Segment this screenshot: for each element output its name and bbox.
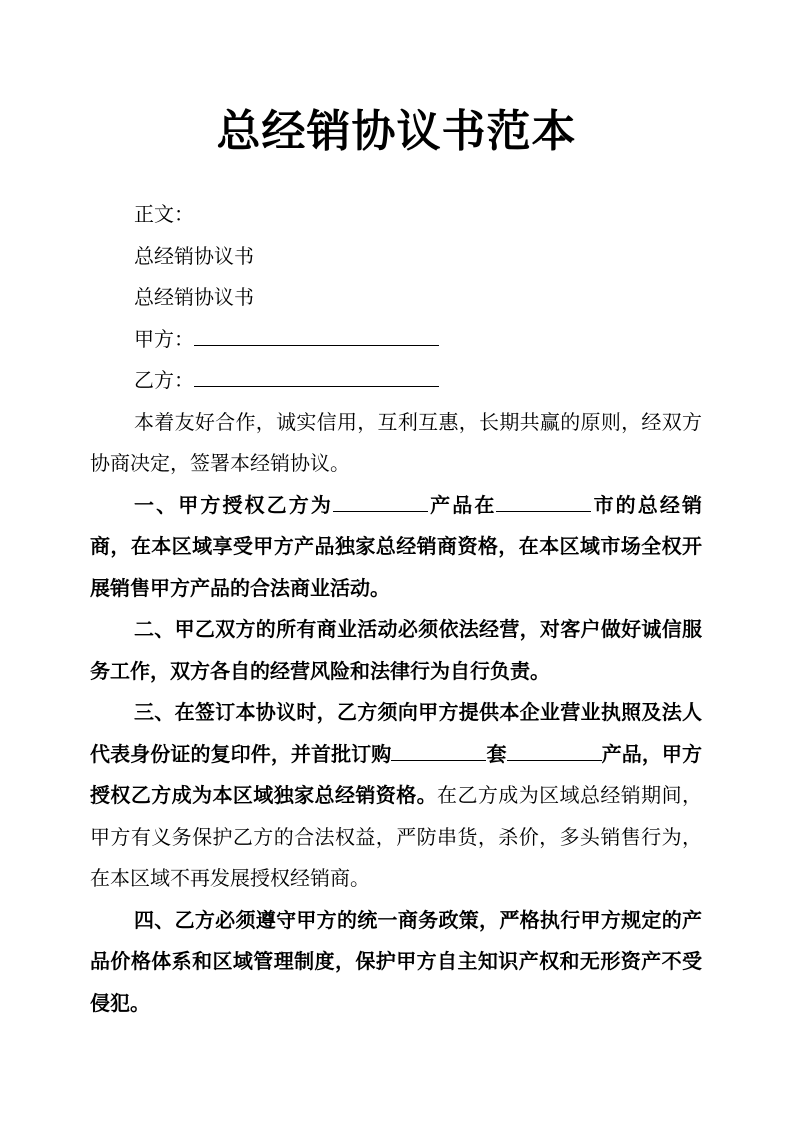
clause-2: 二、甲乙双方的所有商业活动必须依法经营，对客户做好诚信服务工作，双方各自的经营风险和法律行为自行负责。 [90, 617, 702, 683]
clause-1-product-blank [333, 487, 428, 512]
clause-3-part-b: 套 [486, 741, 507, 766]
party-b-label: 乙方： [134, 368, 194, 392]
clause-3-product-blank [507, 736, 602, 761]
party-a-line [90, 319, 702, 361]
text-label: 正文： [134, 202, 194, 226]
clause-3-part-c: 产品，甲方授权乙方成为本区域独家总经销资格。 [90, 741, 703, 807]
agreement-heading-1: 总经销协议书 [134, 243, 254, 268]
party-b-blank [194, 362, 439, 387]
clause-1-part-a: 一、甲方授权乙方为 [134, 492, 333, 517]
party-a-blank [194, 321, 439, 346]
party-a-label: 甲方： [134, 326, 194, 351]
agreement-heading-2: 总经销协议书 [134, 285, 254, 309]
intro-paragraph: 本着友好合作，诚实信用，互利互惠，长期共赢的原则，经双方协商决定，签署本经销协议。 [90, 409, 702, 475]
clause-3-part-d: 在乙方成为区域总经销期间，甲方有义务保护乙方的合法权益，严防串货，杀价，多头销售行为，在本区域不再发展授权经销商。 [90, 783, 703, 890]
clause-3-quantity-blank [391, 736, 486, 761]
clause-1 [90, 485, 702, 610]
clause-3 [90, 692, 702, 900]
clause-1-part-c: 市的总经销商，在本区域享受甲方产品独家总经销商资格，在本区域市场全权开展销售甲方产品的合法商业活动。 [90, 492, 703, 600]
document-body [90, 194, 702, 1024]
clause-1-city-blank [496, 487, 591, 512]
clause-4: 四、乙方必须遵守甲方的统一商务政策，严格执行甲方规定的产品价格体系和区域管理制度，保护甲方自主知识产权和无形资产不受侵犯。 [90, 907, 702, 1015]
party-b-line [90, 360, 702, 402]
clause-3-part-a: 三、在签订本协议时，乙方须向甲方提供本企业营业执照及法人代表身份证的复印件，并首批订购 [90, 700, 702, 766]
document-title: 总经销协议书范本 [216, 106, 577, 157]
clause-1-part-b: 产品在 [428, 492, 497, 517]
